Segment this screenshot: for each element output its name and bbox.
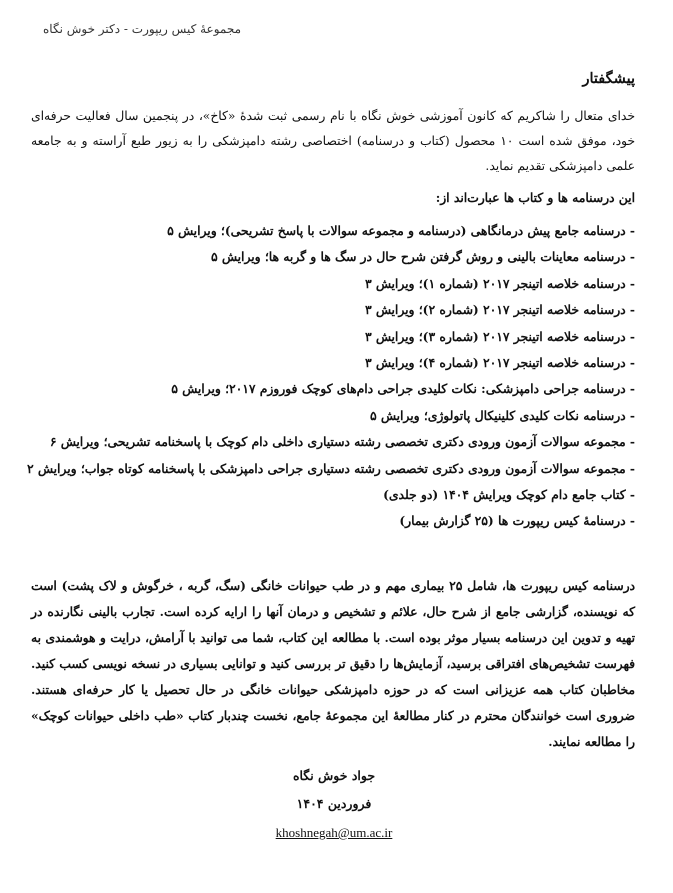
book-list-item: - درسنامه نکات کلیدی کلینیکال پاتولوژی؛ ویرایش ۵ bbox=[370, 407, 635, 423]
intro-paragraph: خدای متعال را شاکریم که کانون آموزشی خوش نگاه با نام رسمی ثبت شدۀ «کاخ»، در پنجمین سال فعالیت حرفه‌ای خود، موفق شده است ۱۰ محصول (کتاب و درسنامه) اختصاصی رشته دامپزشکی را به زیور طبع آراسته و به جامعه علمی دامپزشکی تقدیم نماید. bbox=[31, 109, 635, 173]
book-list-item: - کتاب جامع دام کوچک ویرایش ۱۴۰۴ (دو جلدی) bbox=[383, 486, 635, 502]
preface-title: پیشگفتار bbox=[582, 70, 635, 87]
book-list bbox=[27, 218, 635, 535]
book-list-item: - مجموعه سوالات آزمون ورودی دکتری تخصصی رشته دستیاری داخلی دام کوچک با پاسخنامه تشریحی؛ ویرایش ۶ bbox=[49, 434, 635, 450]
signature-date: فروردین ۱۴۰۴ bbox=[296, 796, 372, 811]
book-list-item: - درسنامه خلاصه اتینجر ۲۰۱۷ (شماره ۱)؛ ویرایش ۳ bbox=[364, 275, 635, 291]
book-list-item: - درسنامه خلاصه اتینجر ۲۰۱۷ (شماره ۴)؛ ویرایش ۳ bbox=[364, 354, 635, 370]
running-header: مجموعۀ کیس ریپورت - دکتر خوش نگاه bbox=[43, 22, 241, 36]
book-list-item: - درسنامه خلاصه اتینجر ۲۰۱۷ (شماره ۲)؛ ویرایش ۳ bbox=[364, 302, 635, 318]
book-list-item: - درسنامه جامع پیش درمانگاهی (درسنامه و مجموعه سوالات با پاسخ تشریحی)؛ ویرایش ۵ bbox=[167, 223, 635, 238]
author-name: جواد خوش نگاه bbox=[292, 768, 376, 783]
book-list-item: - درسنامه جراحی دامپزشکی: نکات کلیدی جراحی دام‌های کوچک فوروزم ۲۰۱۷؛ ویرایش ۵ bbox=[171, 381, 635, 397]
book-list-item: - مجموعه سوالات آزمون ورودی دکتری تخصصی رشته دستیاری جراحی دامپزشکی با پاسخنامه کوتاه جواب؛ ویرایش ۲ bbox=[27, 460, 635, 476]
book-list-item: - درسنامه خلاصه اتینجر ۲۰۱۷ (شماره ۳)؛ ویرایش ۳ bbox=[364, 328, 635, 344]
book-list-item: - درسنامۀ کیس ریپورت ها (۲۵ گزارش بیمار) bbox=[399, 513, 635, 529]
body-paragraph: درسنامه کیس ریپورت ها، شامل ۲۵ بیماری مهم و در طب حیوانات خانگی (سگ، گربه ، خرگوش و لاک پشت) است که نویسنده، گزارشی جامع از شرح حال، علائم و تشخیص و درمان آنها را ارایه کرده است. تجارب بالینی نگارنده در تهیه و تدوین این درسنامه بسیار موثر بوده است. با مطالعه این کتاب، شما می توانید با آرامش، درایت و هوشمندی به فهرست تشخیص‌های افتراقی برسید، آزمایش‌ها را دقیق تر بررسی کنید و توانایی بسیاری در نسخه نویسی کسب کنید. مخاطبان کتاب همه عزیزانی است که در حوزه دامپزشکی حیوانات خانگی در حال تحصیل یا کار حرفه‌ای هستند. ضروری است خوانندگان محترم در کنار مطالعۀ این مجموعۀ جامع، نخست چندبار کتاب «طب داخلی حیوانات کوچک» را مطالعه نمایند. bbox=[31, 578, 636, 749]
book-list-heading: این درسنامه ها و کتاب ها عبارت‌اند از: bbox=[435, 190, 635, 205]
signature-block bbox=[259, 762, 409, 848]
book-list-item: - درسنامه معاینات بالینی و روش گرفتن شرح حال در سگ ها و گربه ها؛ ویرایش ۵ bbox=[211, 249, 635, 265]
author-email-link[interactable]: khoshnegah@um.ac.ir bbox=[275, 825, 393, 840]
